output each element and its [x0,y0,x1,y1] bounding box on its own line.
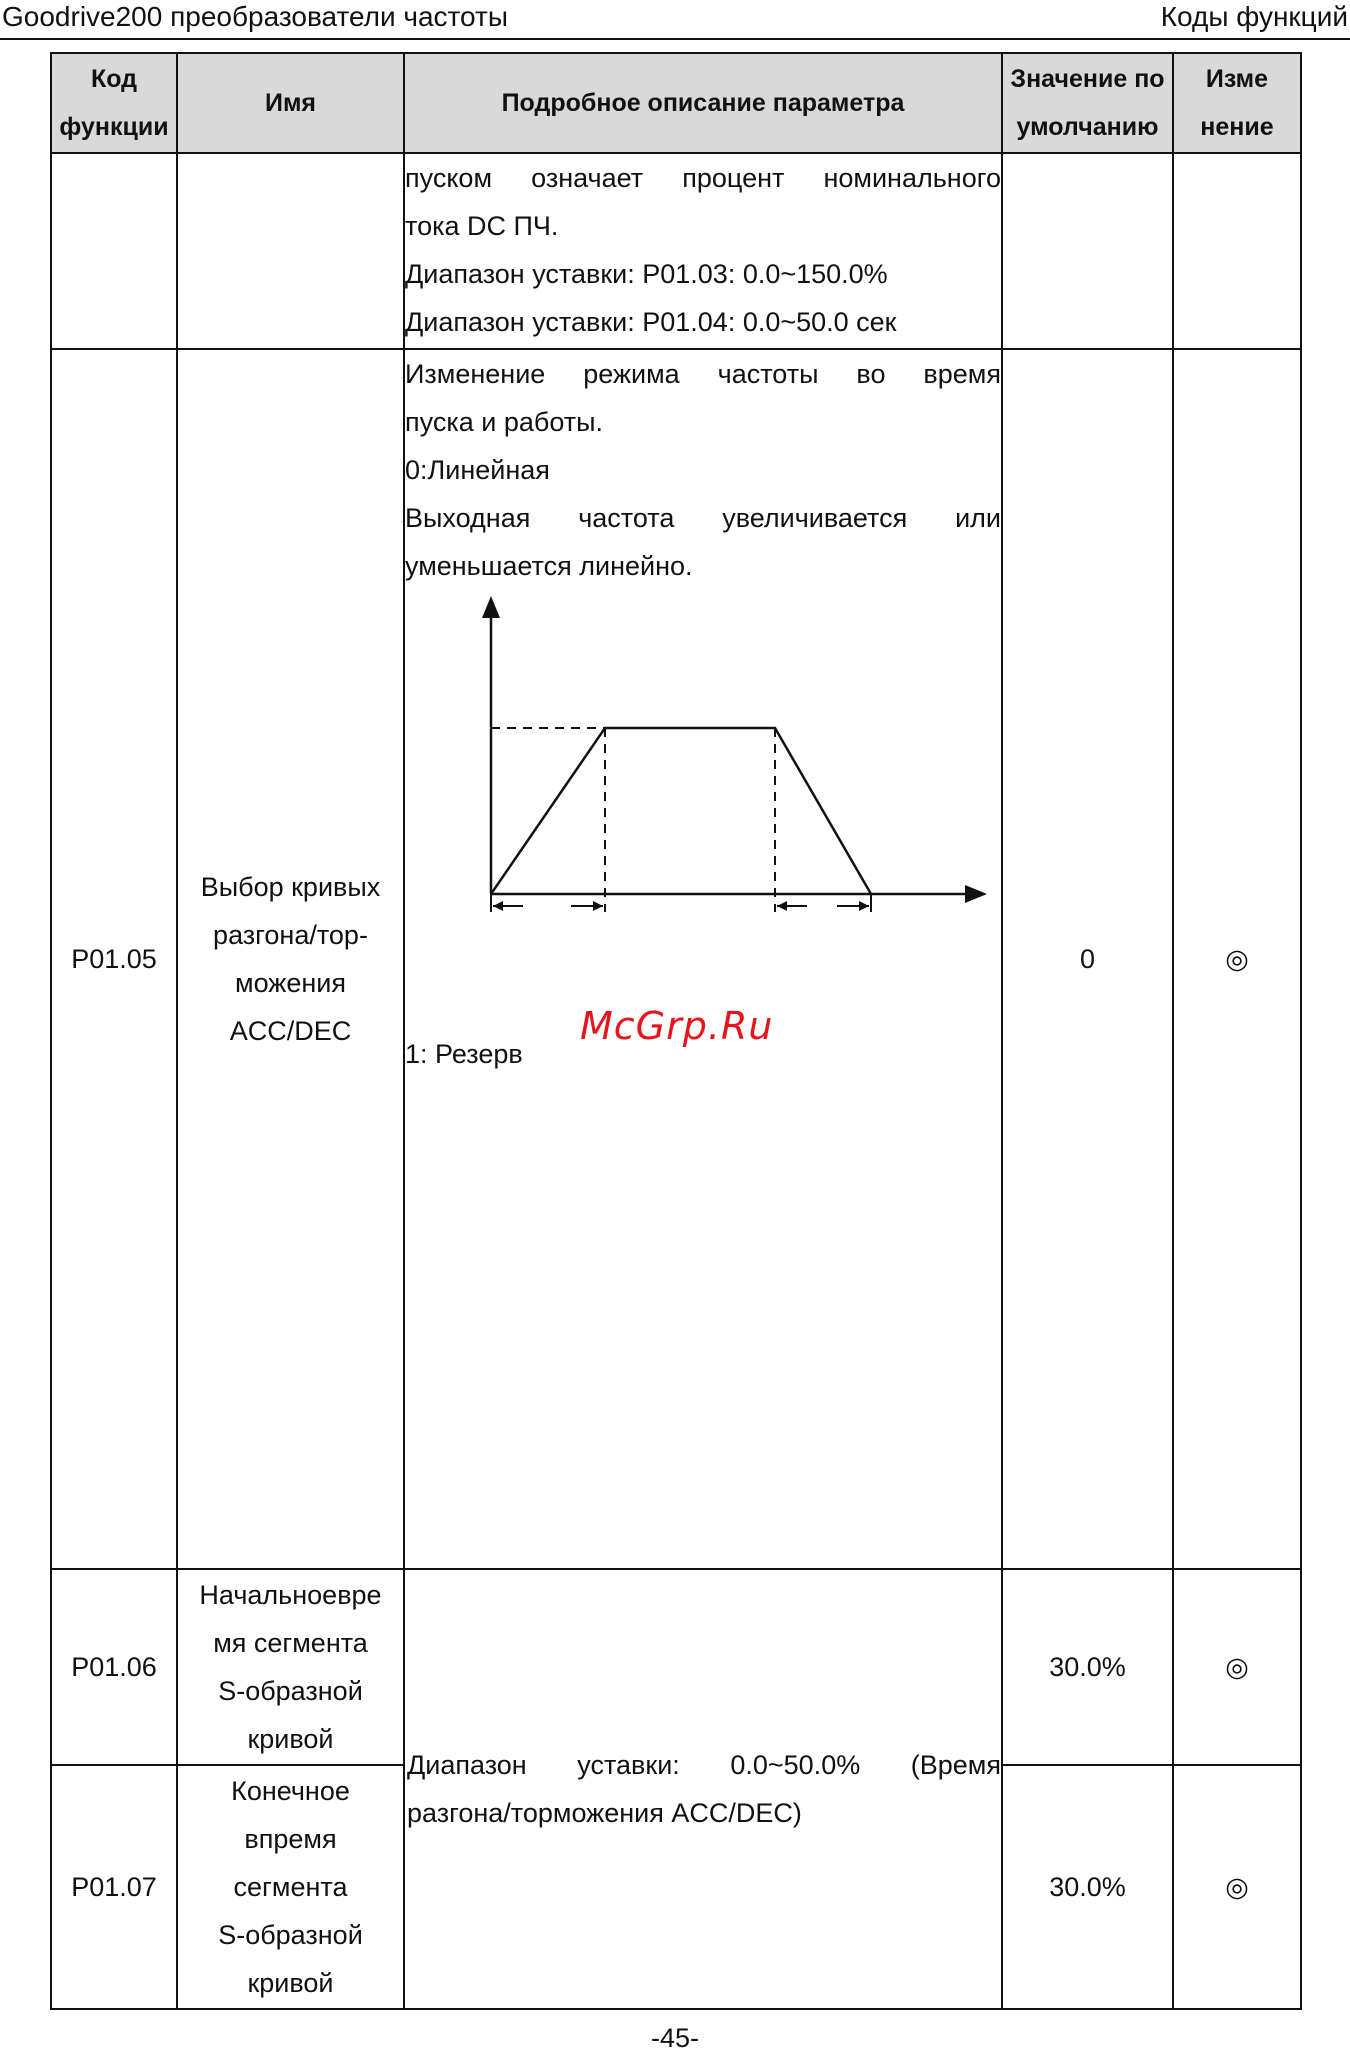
option-linear: 0:Линейная [405,455,550,485]
desc-line: Изменение режима частоты во время [405,359,1001,389]
cell-code: P01.06 [51,1569,177,1765]
cell-name: Конечное впремя сегмента S-образной кривой [177,1765,404,2009]
column-header-change: Изме нение [1173,53,1301,153]
cell-name [177,153,404,349]
dec-time-marker [777,901,869,911]
header-rule [0,38,1350,40]
table-row-p0105 [51,349,1301,1569]
cell-code: P01.05 [51,349,177,1569]
cell-name: Начальноевре мя сегмента S-образной кривой [177,1569,404,1765]
linear-acc-dec-diagram [475,594,995,934]
column-header-description: Подробное описание параметра [404,53,1002,153]
frequency-curve [491,728,871,894]
document-title: Goodrive200 преобразователи частоты [2,1,508,32]
page-number: -45- [650,2023,699,2053]
cell-description [404,349,1002,1569]
cell-default: 30.0% [1002,1569,1173,1765]
column-header-default: Значение по умолчанию [1002,53,1173,153]
desc-line: пуском означает процент номинального [405,163,1001,193]
range-line: Диапазон уставки: P01.04: 0.0~50.0 сек [405,307,897,337]
option-reserve: 1: Резерв [405,1039,523,1069]
range-line: Диапазон уставки: P01.03: 0.0~150.0% [405,259,888,289]
cell-code: P01.07 [51,1765,177,2009]
cell-change: ◎ [1173,1765,1301,2009]
desc-line: тока DC ПЧ. [405,211,559,241]
cell-name: Выбор кривых разгона/тор- можения ACC/DEC [177,349,404,1569]
cell-change [1173,153,1301,349]
cell-default: 0 [1002,349,1173,1569]
column-header-code: Код функции [51,53,177,153]
section-title: Коды функций [1160,1,1348,32]
cell-change: ◎ [1173,349,1301,1569]
x-axis-arrow [965,885,987,903]
cell-code [51,153,177,349]
cell-change: ◎ [1173,1569,1301,1765]
table-header-row [51,53,1301,153]
cell-default [1002,153,1173,349]
desc-line: Выходная частота увеличивается или [405,503,1001,533]
cell-description-shared [404,1569,1002,2009]
y-axis-arrow [482,596,500,618]
range-line: Диапазон уставки: 0.0~50.0% (Время [407,1750,1001,1780]
cell-default: 30.0% [1002,1765,1173,2009]
cell-description [404,153,1002,349]
acc-time-marker [493,901,603,911]
desc-line: пуска и работы. [405,407,604,437]
watermark: McGrp.Ru [580,1004,774,1048]
desc-line: уменьшается линейно. [405,551,693,581]
range-line: разгона/торможения ACC/DEC) [407,1798,802,1828]
table-row-p0106 [51,1569,1301,1765]
table-row-continuation [51,153,1301,349]
column-header-name: Имя [177,53,404,153]
